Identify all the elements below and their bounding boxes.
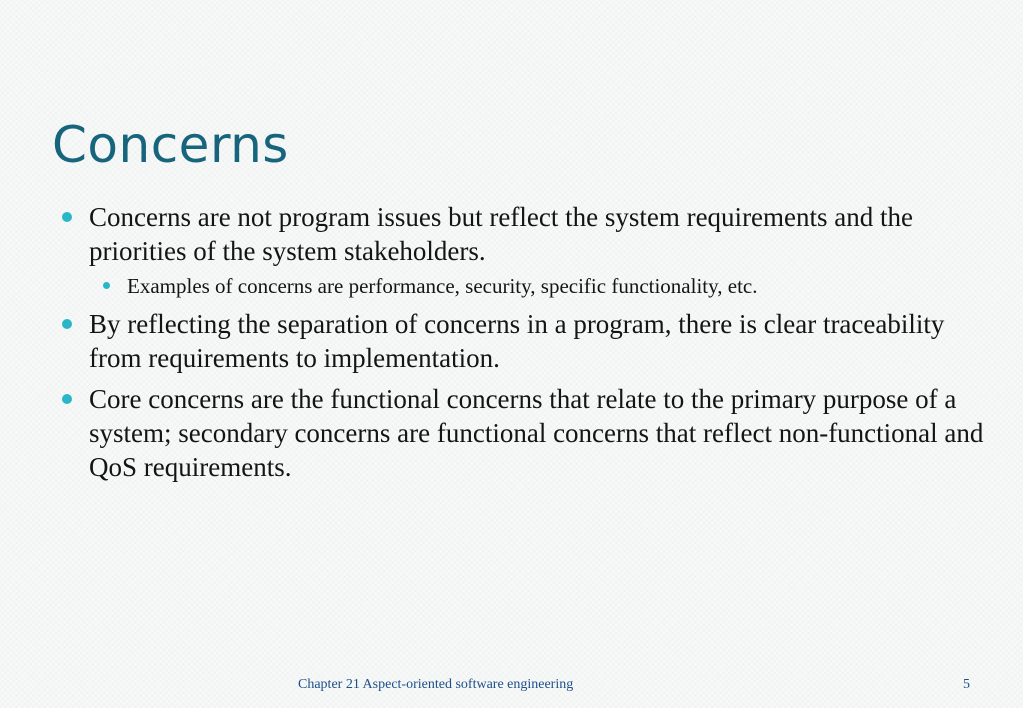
bullet-list xyxy=(56,200,986,484)
sub-bullet-item xyxy=(89,272,986,300)
bullet-text: Concerns are not program issues but reflect the system requirements and the priorities of the system stakeholders. xyxy=(89,202,914,266)
slide-body xyxy=(56,200,986,491)
bullet-item xyxy=(56,307,986,375)
bullet-dot-icon xyxy=(62,319,72,329)
sub-bullet-list xyxy=(89,272,986,300)
bullet-text: By reflecting the separation of concerns in a program, there is clear traceability from requirements to implementation. xyxy=(89,309,945,373)
slide-title: Concerns xyxy=(52,116,289,174)
bullet-item xyxy=(56,382,986,484)
page-number: 5 xyxy=(963,677,970,692)
bullet-dot-icon xyxy=(62,394,72,404)
bullet-item xyxy=(56,200,986,300)
sub-bullet-dot-icon xyxy=(103,282,110,289)
footer-chapter-label: Chapter 21 Aspect-oriented software engineering xyxy=(298,677,574,692)
bullet-dot-icon xyxy=(62,212,72,222)
bullet-text: Core concerns are the functional concerns that relate to the primary purpose of a system; secondary concerns are functional concerns that reflect non-functional and QoS requirements. xyxy=(89,384,984,482)
sub-bullet-text: Examples of concerns are performance, security, specific functionality, etc. xyxy=(127,274,758,298)
